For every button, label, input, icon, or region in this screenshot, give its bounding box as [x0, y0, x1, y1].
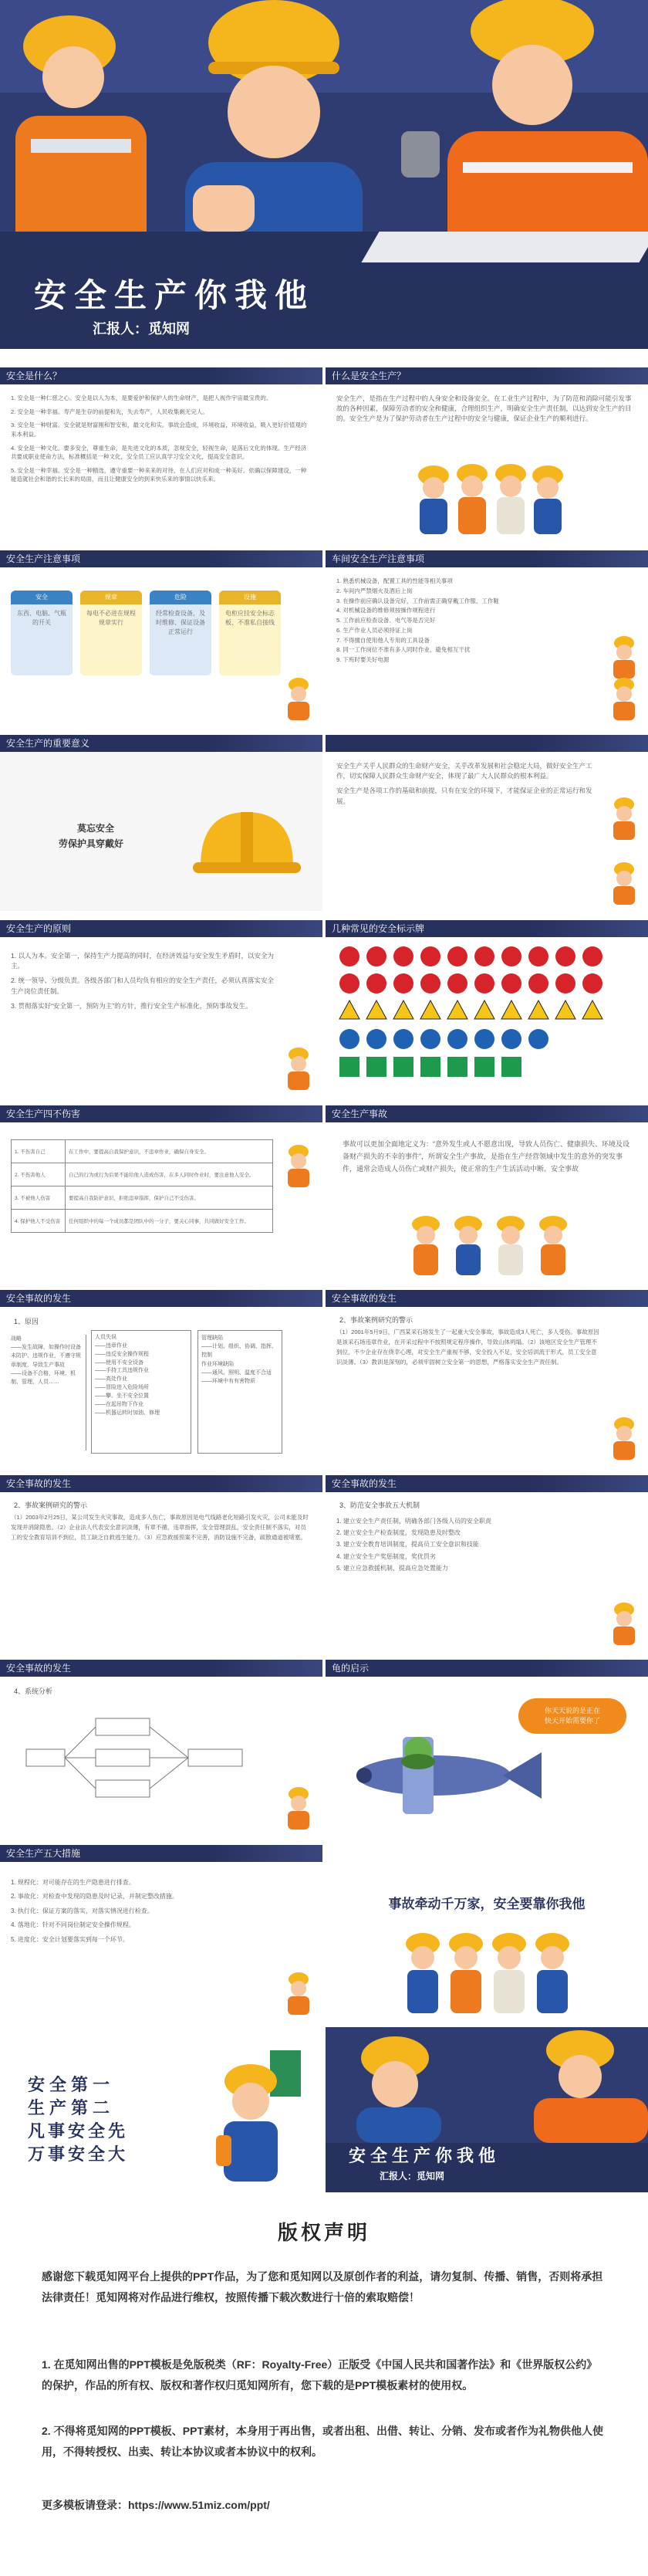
slide-body [336, 761, 602, 811]
slide-header: 安全生产的重要意义 [0, 735, 322, 752]
notice-card [80, 591, 142, 675]
slide-accident-case-1 [326, 1290, 648, 1466]
notice-card [11, 591, 73, 675]
worker-icon [608, 677, 640, 722]
slide-body [11, 394, 312, 489]
end-title: 安全生产你我他 [349, 2146, 501, 2165]
paragraph: 5. 安全是一种幸福。安全是一种精选，遵守重要一种来来的对待，在人们应对和成一种美好。依确以保障建设，一种能造就社会和谐的长长来的局面，而且让健康安全的到来快乐来的事情以快乐来。 [11, 466, 307, 483]
worker-icon [282, 1786, 315, 1831]
slide-body: 安全生产，是指在生产过程中的人身安全和设备安全。在工业生产过程中，为了防范和消除可能引发事故的各种因素，保障劳动者的安全和健康，合理组织生产，明确安全生产责任制，以达到安全生产的目的。安全生产是为了保护劳动者在生产过程中的安全与健康，保证企业生产的顺利进行。 [336, 394, 632, 423]
slide-turtle [326, 1660, 648, 1836]
slide-header: 安全生产注意事项 [0, 550, 322, 567]
paragraph: 安全生产关乎人民群众的生命财产安全，关乎改革发展和社会稳定大局，做好安全生产工作，切实保障人民群众生命财产安全，体现了最广大人民群众的根本利益。 [336, 762, 592, 780]
turtle-plane-illustration [349, 1721, 549, 1822]
slide-workshop-notice [326, 550, 648, 726]
worker-icon [608, 1602, 640, 1647]
slogan-line: 莫忘安全 [77, 823, 115, 834]
slide-header: 安全生产五大措施 [0, 1845, 322, 1862]
slide-what-is-production-safety [326, 367, 648, 543]
end-line: 生产第二 [28, 2098, 115, 2117]
table-cell-key: 2. 不伤害他人 [12, 1163, 66, 1186]
paragraph: 1. 安全是一种仁慈之心。安全是以人为本，是要爱护和保护人的生命财产，是把人视作宇宙最宝贵的。 [11, 394, 272, 401]
slide-body [336, 1515, 602, 1574]
slide-principle [0, 920, 322, 1096]
section-sub: 2、事故案例研究的警示 [14, 1501, 88, 1509]
card-text: 经常检查设备，及时维修、保证设备正常运行 [156, 610, 205, 635]
slide-body [11, 951, 276, 1016]
slide-importance-left [0, 735, 322, 911]
slide-importance-right [326, 735, 648, 911]
table-row [12, 1140, 273, 1163]
slide-body [336, 577, 602, 665]
worker-icon [282, 677, 315, 722]
slide-accident-case-2 [0, 1475, 322, 1651]
cover-reporter: 汇报人：觅知网 [93, 321, 190, 337]
four-no-harm-table [11, 1139, 273, 1233]
slide-slogan [326, 1845, 648, 2021]
cover-title: 安全生产你我他 [34, 277, 316, 313]
cause-col: 管理缺陷 ——计划、组织、协调、指挥、控制 作业环境缺陷 ——通风、照明、温度不合适 ——环境中有有害物质 [197, 1330, 282, 1454]
table-row [12, 1186, 273, 1210]
list-item: 5. 进度化：安全计划要落实到每一个环节。 [11, 1935, 129, 1943]
slogan-line: 劳保护具穿戴好 [59, 838, 124, 849]
cause-col: 人员失误 ——违章作业 ——违反安全操作规程 ——使用不安全设备 ——手持工具违规作业 ——高处作业 ——冒险进入危险场所 ——攀、坐不安全位置 ——在起吊物下作业 ——机器运转时加油、修理 [91, 1330, 191, 1454]
slide-header-bar [326, 735, 648, 752]
paragraph: 2. 安全是一种幸福。寿产是生存的前提和先，失去寿产，人民收集剩无完人。 [11, 408, 208, 415]
card-title: 设施 [219, 591, 281, 604]
list-item: 5. 建立应急救援机制，提高应急处置能力 [336, 1564, 448, 1572]
list-item: 9. 下班时要关好电源 [336, 656, 390, 663]
list-item: 3. 建立安全教育培训制度，提高员工安全意识和技能 [336, 1541, 479, 1549]
slide-header: 安全事故的发生 [0, 1660, 322, 1677]
notice-card [150, 591, 211, 675]
worker-icon [608, 635, 640, 680]
notice-card [219, 591, 281, 675]
slide-system-analysis [0, 1660, 322, 1836]
card-title: 安全 [11, 591, 73, 604]
section-sub: 4、系统分析 [14, 1687, 53, 1695]
bubble-line: 你天天说的是正在 [544, 1707, 600, 1715]
worker-icon [608, 861, 640, 906]
list-item: 5. 工作前应检查设备、电气等是否完好 [336, 617, 436, 624]
slide-body: （1）2003年2月25日，某公司发生火灾事故，造成多人伤亡，事故原因是电气线路老化短路引发火灾，公司未能及时发现并消除隐患。（2）企业法人代表安全意识淡薄，有章不循，违章指挥，安全管理混乱，安全责任制不落实，对员工的安全教育培训不到位，员工缺乏自救逃生能力。（3）应急救援预案不完善，消防设施不完备，疏散通道被堵塞。 [11, 1514, 309, 1542]
section-sub: 2、事故案例研究的警示 [339, 1316, 413, 1324]
list-item: 1. 建立安全生产责任制，明确各部门各级人员的安全职责 [336, 1518, 491, 1525]
paragraph: 2. 统一领导、分级负责。各级各部门和人员均负有相应的安全生产责任，必须认真落实安全生产岗位责任制。 [11, 977, 274, 995]
end-reporter: 汇报人：觅知网 [380, 2171, 445, 2182]
copyright-paragraph: 感谢您下载觅知网平台上提供的PPT作品，为了您和觅知网以及原创作者的利益，请勿复制、传播、销售，否则将承担法律责任！觅知网将对作品进行维权，按照传播下载次数进行十倍的索取赔偿！ [42, 2270, 603, 2304]
list-item: 4. 对机械设备的维修须按操作规程进行 [336, 607, 436, 614]
copyright-paragraph: 2. 不得将觅知网的PPT模板、PPT素材，本身用于再出售，或者出租、出借、转让、分销、发布或者作为礼物供他人使用，不得转授权、出卖、转让本协议或者本协议中的权利。 [42, 2425, 604, 2459]
end-line: 安全第一 [28, 2075, 115, 2094]
slide-notice [0, 550, 322, 726]
card-text: 电柜应挂安全标志板、不准私自接线 [225, 610, 275, 626]
workers-group-illustration [410, 460, 565, 537]
list-item: 2. 车间内严禁烟火及酒后上岗 [336, 587, 413, 594]
slide-end-right [326, 2027, 648, 2194]
worker-icon [282, 1972, 315, 2016]
list-item: 3. 在操作前应确认设备完好，工作前需正确穿戴工作服、工作鞋 [336, 597, 499, 604]
table-cell-key: 3. 不被他人伤害 [12, 1186, 66, 1210]
end-line: 凡事安全先 [28, 2121, 129, 2141]
slide-header: 车间安全生产注意事项 [326, 550, 648, 567]
section-sub: 3、防范安全事故五大机制 [339, 1501, 420, 1509]
paragraph: 安全生产是各项工作的基础和前提，只有在安全的环境下，才能保证企业的正常运行和发展。 [336, 787, 592, 805]
slide-header: 什么是安全生产？ [326, 367, 648, 384]
card-title: 危险 [150, 591, 211, 604]
list-item: 3. 执行化：保证方案的落实，对落实情况进行检查。 [11, 1907, 154, 1914]
card-text: 东西、电脑、气瓶的开关 [17, 610, 66, 626]
cover-slide [0, 0, 648, 349]
list-item: 1. 规程化：对可能存在的生产隐患进行排查。 [11, 1879, 135, 1886]
table-cell-value: 要提高自我防护意识，拒绝违章指挥，保护自己不受伤害。 [66, 1186, 273, 1210]
table-cell-value: 在工作中，要提高自我保护意识，不违章作业，确保自身安全。 [66, 1140, 273, 1163]
system-analysis-diagram [19, 1703, 281, 1819]
slide-header: 安全事故的发生 [0, 1290, 322, 1307]
slogan-text: 事故牵动千万家，安全要靠你我他 [388, 1897, 586, 1911]
table-row [12, 1163, 273, 1186]
list-item: 8. 同一工作岗位不准有多人同时作业，避免相互干扰 [336, 646, 471, 654]
table-cell-value: 自己的行为或行为后果不能给他人造成伤害，在多人同时作业时，要注意他人安全。 [66, 1163, 273, 1186]
slide-header: 安全事故的发生 [0, 1475, 322, 1492]
slide-accident-cause [0, 1290, 322, 1466]
slide-header: 安全事故的发生 [326, 1475, 648, 1492]
worker-icon [282, 1144, 315, 1189]
slide-what-is-safety [0, 367, 322, 543]
hardhat-illustration [193, 797, 301, 882]
slide-header: 安全生产事故 [326, 1105, 648, 1122]
slide-accident [326, 1105, 648, 1281]
list-item: 2. 事故化：对检查中发现的隐患及时记录，并制定整改措施。 [11, 1893, 178, 1901]
slide-four-no-harm [0, 1105, 322, 1281]
worker-icon [608, 1417, 640, 1461]
list-item: 4. 落地化：针对不同岗位制定安全操作规程。 [11, 1921, 135, 1929]
slide-body [11, 1876, 276, 1947]
list-item: 7. 不得擅自使用他人专用的工具设备 [336, 636, 430, 644]
card-text: 每电不必进在规程规章实行 [86, 610, 136, 626]
worker-icon [282, 1047, 315, 1092]
slide-safety-signs [326, 920, 648, 1096]
slide-five-measures [0, 1845, 322, 2021]
workers-group-illustration [403, 1214, 572, 1275]
list-item: 2. 建立安全生产检查制度，发现隐患及时整改 [336, 1529, 461, 1537]
cause-col: 战略 ——发生故障，如操作时设备未防护、违规作业，不遵守规章制度，导致生产事故 ——设备不合格，环境、机制、管理、人员…… [11, 1335, 86, 1450]
copyright-title: 版权声明 [277, 2221, 370, 2244]
end-line: 万事安全大 [28, 2144, 129, 2164]
workers-group-illustration [398, 1930, 575, 2015]
copyright-section [0, 2192, 648, 2576]
slide-header: 安全生产的原则 [0, 920, 322, 937]
slide-header: 安全事故的发生 [326, 1290, 648, 1307]
slide-header: 龟的启示 [326, 1660, 648, 1677]
worker-illustration [208, 2050, 309, 2182]
copyright-link[interactable]: 更多模板请登录：https://www.51miz.com/ppt/ [42, 2499, 270, 2511]
slide-header: 几种常见的安全标示牌 [326, 920, 648, 937]
list-item: 4. 建立安全生产奖惩制度，奖优罚劣 [336, 1552, 436, 1560]
table-cell-key: 4. 保护他人不受伤害 [12, 1210, 66, 1233]
slide-header: 安全是什么？ [0, 367, 322, 384]
bubble-line: 快天开始需要你了 [544, 1717, 600, 1725]
table-cell-value: 任何组织中的每一个成员都是团队中的一分子，要关心同事，共同做好安全工作。 [66, 1210, 273, 1233]
paragraph: 1. 以人为本。安全第一，保持生产力提高的同时，在经济效益与安全发生矛盾时，以安全为主。 [11, 952, 274, 970]
section-sub: 1、原因 [14, 1318, 39, 1325]
card-title: 规章 [80, 591, 142, 604]
worker-icon [608, 797, 640, 841]
slide-body: 事故可以更加全面地定义为：“意外发生或人不愿意出现，导致人员伤亡、健康损失、环境及设备财产损失的不幸的事件”，所谓安全生产事故，是指在生产经营领域中发生的意外的突发事件，通常会造成人员伤亡或财产损失，使正常的生产生活活动中断。安全事故 [343, 1140, 629, 1173]
slide-end-left [0, 2027, 322, 2194]
safety-signs-grid [338, 945, 608, 1084]
slide-prevention [326, 1475, 648, 1651]
end-workers-illustration [326, 2027, 648, 2143]
paragraph: 3. 贯彻落实好“安全第一，预防为主”的方针，推行安全生产标准化，预防事故发生。 [11, 1001, 252, 1010]
paragraph: 4. 安全是一种文化。要多安全，尊重生命，是先进文化的本质，忽视安全，轻视生命，是落后文化的体现。生产经济共要成职业使命方法，标准概括是一种文化，安全员工应认真学习安全文化，提高安全意识。 [11, 444, 307, 461]
table-cell-key: 1. 不伤害自己 [12, 1140, 66, 1163]
list-item: 6. 生产作业人员必须持证上岗 [336, 626, 413, 634]
slide-header: 安全生产四不伤害 [0, 1105, 322, 1122]
paragraph: 3. 安全是一种财富。安全就是财富刚和智安和，最文化和实。事故会造成，环境收益，环境收益，吸入更好价值观的来本利益。 [11, 421, 307, 438]
table-row [12, 1210, 273, 1233]
list-item: 1. 熟悉机械设备，配置工具的性能等相关事项 [336, 577, 453, 584]
copyright-paragraph: 1. 在觅知网出售的PPT模板是免版税类（RF：Royalty-Free）正版受《中国人民共和国著作法》和《世界版权公约》的保护，作品的所有权、版权和著作权归觅知网所有，您下载的是PPT模板素材的使用权。 [42, 2358, 598, 2392]
slide-body: （1）2001年5月9日，广西某采石场发生了一起重大安全事故，事故造成3人死亡，多人受伤。事故原因是该采石场违章作业，在开采过程中不按照规定程序操作，导致山体坍塌。（2）该地区安全生产管理不到位，不少企业存在侥幸心理，对安全生产重视不够，安全投入不足，安全培训流于形式，员工安全意识淡薄。（3）教训是深刻的，必须牢固树立安全第一的思想，严格落实安全生产责任制。 [336, 1329, 599, 1366]
